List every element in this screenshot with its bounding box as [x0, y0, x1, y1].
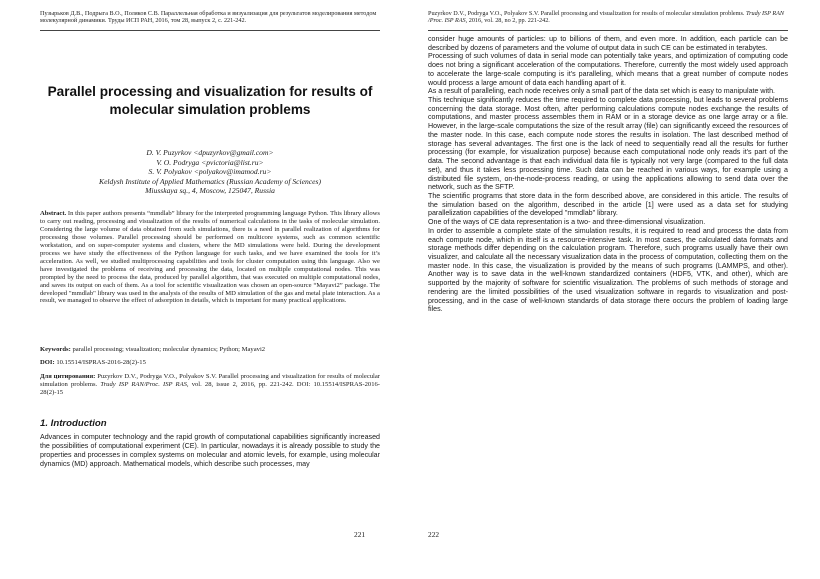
header-rule-left — [40, 30, 380, 31]
header-rule-right — [428, 30, 788, 31]
page-number-left: 221 — [354, 530, 366, 539]
author-line: V. O. Podryga <pvictoria@list.ru> — [156, 157, 264, 167]
paragraph: The scientific programs that store data in the form described above, are considered in this article. The results of the simulation based on the algorithm, described in the article [1] were used as a data set for studying parallelization capabilities of the developed "mmdlab" library. — [428, 191, 788, 218]
author-line: S. V. Polyakov <polyakov@imamod.ru> — [148, 167, 272, 177]
page-number-right: 222 — [428, 530, 440, 539]
running-head-left: Пузырьков Д.В., Подрыга В.О., Поляков С.В. Параллельная обработка и визуализация для результатов моделирования методом молекулярной динамики. Труды ИСП РАН, 2016, том 28, выпуск 2, с. 221-242. — [40, 10, 377, 25]
affiliation-line: Keldysh Institute of Applied Mathematics (Russian Academy of Sciences) — [99, 176, 321, 186]
doi-label: DOI: — [40, 359, 55, 366]
abstract — [40, 210, 380, 305]
right-page — [410, 0, 820, 579]
abstract-label: Abstract. — [40, 210, 67, 217]
paragraph: In order to assemble a complete state of the simulation results, it is required to read and process the data from each compute node, which in itself is a resource-intensive task. In most cases, the calculated data formats and storage methods differ depending on the calculation program. Therefore, such programs usually have their own visualizer, and calculate all the necessary visualization data in the process of computation, collecting them on the master node. In this case, the visualization is provided by the means of such programs (LAMMPS, and other). Another way is to save data in the well-known standardized containers (HDF5, VTK, and other), which are supported by the majority of software for scientific visualization. The problems of such methods of storage and rendering are the limited possibilities of the used visualization software in regards to visualization and post-processing, and in the case of well-known standards of data storage there occurs the problem of loading large files. — [428, 226, 788, 314]
keywords-label: Keywords: — [40, 346, 71, 353]
paper-title: Parallel processing and visualization for results of molecular simulation problems — [47, 84, 373, 117]
running-head-text: Puzyrkov D.V., Podryga V.O., Polyakov S.V. Parallel processing and visualization for results of molecular simulation problems. — [428, 10, 745, 17]
paragraph: consider huge amounts of particles: up to billions of them, and even more. In addition, each particle can be described by dozens of parameters and the volume of output data in such CE can be estimated in terabytes. — [428, 35, 788, 52]
paragraph: As a result of paralleling, each node receives only a small part of the data set which is easy to manipulate with. — [428, 87, 775, 96]
paragraph: This technique significantly reduces the time required to complete data processing, but leads to several problems concerning the data storage. Most often, after performing calculations compute nodes exchange the results of computations, and master process assembles them in RAM or in a storage device as one large array or a file. However, in the large-scale computations the size of the result array (file) can significantly exceed the resources of the master node. In this case, each compute node stores the results in isolation. The last described method of storage has several advantages. The first one is the lack of need to sequentially read all the results for further processing (for example, for visualization purpose) because each computational node only reads it's part of the data. The second advantage is that each individual data file is typically not very large (compared to the full data set), and thus it takes less processing time. Such data can be reached in various ways, for example using a distributed file system, on-the-node-process reading, or using the applications allowing to send data over the network, such as the SFTP. — [428, 96, 788, 192]
address-line: Miusskaya sq., 4, Moscow, 125047, Russia — [145, 186, 275, 196]
abstract-text: In this paper authors presents “mmdlab” library for the interpreted programming language Python. This library allows to carry out reading, processing and visualization of the results of numerical calculations in the tasks of molecular simulation. Considering the large volume of data obtained from such simulations, there is a need in parallel realization of algorithms for processing those volumes. Parallel processing should be performed on multicore systems, such as common scientific workstation, and on super-computer systems and clusters, where the MD simulations were held. During the development process we have study the effectiveness of the Python language for such tasks, and we have examined the tools for it’s acceleration. As well, we studied multiprocessing capabilities and tools for cluster computation using this language. Also we have investigated the problems of receiving and processing the data, located on multiple computational nodes. This was prompted by the need to process the data, produced by parallel algorithm, that was executed on multiple computational nodes, and saves its output on each of them. As a tool for scientific visualization was chosen an open-source “Mayavi2” package. The developed "mmdlab" library was used in the analysis of the results of MD simulation of the gas and metal plate interaction. As a result, we managed to observe the effect of adsorption in details, which is important for many practical applications. — [40, 210, 380, 305]
running-head-right — [428, 10, 788, 25]
body-text — [428, 35, 788, 314]
doi — [40, 359, 380, 366]
author-line: D. V. Puzyrkov <dpuzyrkov@gmail.com> — [146, 148, 274, 157]
cite-label: Для цитирования: — [40, 373, 96, 380]
section-title: 1. Introduction — [40, 418, 107, 429]
cite-rest: vol. 28, issue 2, 2016, pp. 221-242. DOI: 10.15514/ISPRAS-2016-28(2)-15 — [40, 380, 380, 396]
running-head-journal: Trudy ISP RAN /Proc. ISP RAS, — [428, 10, 785, 25]
author-block — [40, 148, 380, 196]
cite-journal: Trudy ISP RAN/Proc. ISP RAS, — [100, 380, 189, 388]
intro-paragraph: Advances in computer technology and the rapid growth of computational capabilities significantly increased the possibilities of computational experiment (CE). In particular, nowadays it is already possible to study the properties and processes in complex systems on molecular and atomic levels, for example, using molecular dynamics (MD) approach. Mathematical models, which describe such processes, may — [40, 433, 380, 468]
paragraph: One of the ways of CE data representation is a two- and three-dimensional visualization. — [428, 218, 706, 227]
cite-text: Puzyrkov D.V., Podryga V.O., Polyakov S.V. Parallel processing and visualization for results of molecular simulation problems. — [40, 373, 380, 388]
doi-text: 10.15514/ISPRAS-2016-28(2)-15 — [56, 359, 146, 366]
keywords — [40, 346, 380, 353]
paragraph: Processing of such volumes of data in serial mode can potentially take years, and optimization of computing code does not bring a significant acceleration of the computations. Therefore, currently the most widely used approach to accelerate the large-scale computing is it's paralleling, which means that a great number of compute nodes would process a large amount of data each handling apart of it. — [428, 52, 788, 87]
keywords-text: parallel processing; visualization; molecular dynamics; Python; Mayavi2 — [72, 346, 266, 353]
citation — [40, 373, 380, 397]
running-head-issue: 2016, vol. 28, no 2, pp. 221-242. — [468, 17, 550, 25]
